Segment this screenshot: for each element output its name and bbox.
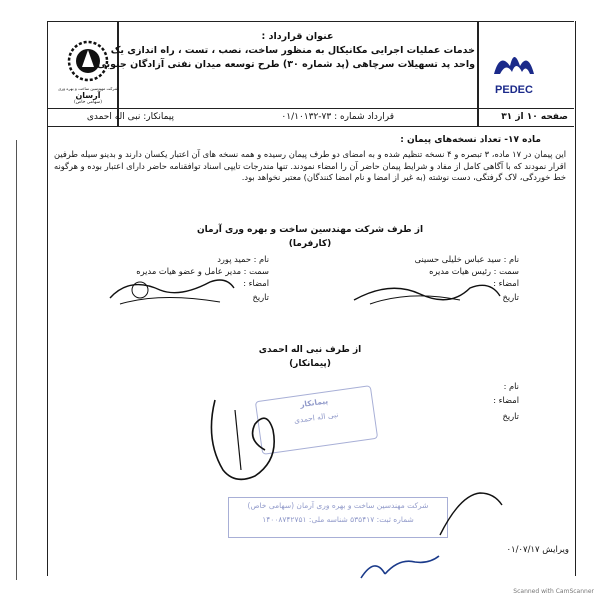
role-label: سمت : <box>491 266 519 276</box>
employer-title: از طرف شرکت مهندسین ساخت و بهره وری آرمان <box>196 225 424 235</box>
employer-sig1-date-label: تاریخ <box>502 292 519 302</box>
article-heading: ماده ۱۷- تعداد نسخه‌های پیمان : <box>400 135 541 145</box>
contractor-signature <box>195 380 315 500</box>
arsan-logo-name: آرسان <box>75 91 101 100</box>
contract-title-line2: واحد پد تسهیلات سرچاهی (پد شماره ۳۰) طرح توسعه میدان نفتی آزادگان جنوبی <box>96 59 475 70</box>
employer-sig1-sign-label: امضاء : <box>493 278 519 288</box>
contractor-date-label: تاریخ <box>502 411 519 421</box>
scan-edge-line <box>16 140 17 580</box>
revision-label: ویرایش ۰۱/۰۷/۱۷ <box>506 545 569 555</box>
role-value: رئیس هیات مدیره <box>429 266 492 276</box>
contract-title-line1: خدمات عملیات اجرایی مکانیکال به منظور ساخت، نصب ، تست ، راه اندازی یک <box>110 45 475 56</box>
contract-number: قرارداد شماره : ۷۳-۰۱/۱۰۱۳۲ <box>281 112 394 122</box>
stamp-company: شرکت مهندسین ساخت و بهره وری آرمان (سهامی خاص) <box>247 501 429 510</box>
pedec-logo-text: PEDEC <box>495 84 533 96</box>
stamp-registration: شماره ثبت: ۵۳۵۴۱۷ شناسه ملی: ۱۴۰۰۸۷۴۲۷۵۱ <box>262 515 414 524</box>
contract-info-row <box>47 108 574 126</box>
contractor-name: پیمانکار: نبی اله احمدی <box>86 112 174 122</box>
article-text: این پیمان در ۱۷ ماده، ۳ تبصره و ۴ نسخه تنظیم شده و به امضای دو طرف پیمان رسیده و همه نسخه های آن اعتبار یکسان دارند و بدینو سیله طرفین اقرار نمودند که با آگاهی کامل از مفاد و شرایط پیمان حاضر آن را امضاء نمودند. تنها مندرجات تایپی اسناد توافقنامه حاضر دارای اعتبار بوده و هرگونه خط خوردگی، لاک گرفتگی، دست نوشته (به غیر از امضا و نام امضا کنندگان) معتبر نخواهد بود. <box>54 149 567 182</box>
contractor-title: از طرف نبی اله احمدی <box>258 345 362 355</box>
pedec-logo <box>478 44 550 104</box>
contractor-mark <box>430 485 510 545</box>
arsan-logo-sub: شرکت مهندسین ساخت و بهره وری <box>58 86 118 91</box>
employer-signature-2 <box>100 268 240 310</box>
employer-sig2-date-label: تاریخ <box>252 292 269 302</box>
name-value: سید عباس خلیلی حسینی <box>414 254 501 264</box>
stamp-name: نبی اله احمدی <box>293 409 339 426</box>
scanner-watermark: Scanned with CamScanner <box>513 588 594 595</box>
role-label: سمت : <box>241 266 269 276</box>
contract-title-label: عنوان قرارداد : <box>261 31 334 42</box>
employer-sig2-sign-label: امضاء : <box>243 278 269 288</box>
name-value: حمید پورد <box>217 254 251 264</box>
pedec-flame-icon <box>486 44 542 84</box>
contractor-sign-label: امضاء : <box>493 395 519 405</box>
employer-signature-1 <box>350 270 510 310</box>
contractor-name-label: نام : <box>503 381 519 391</box>
contractor-role: (پیمانکار) <box>289 359 331 369</box>
stamp-title: پیمانکار <box>299 396 329 410</box>
page-number: صفحه ۱۰ از ۳۱ <box>501 112 568 122</box>
employer-role: (کارفرما) <box>288 239 332 249</box>
bottom-handwriting <box>355 548 445 588</box>
employer-sig2-name <box>217 254 269 264</box>
role-value: مدیر عامل و عضو هیات مدیره <box>136 266 242 276</box>
contract-title <box>96 24 475 90</box>
company-stamp <box>228 497 448 538</box>
arsan-logo-caption: (سهامی خاص) <box>74 100 102 105</box>
name-label: نام : <box>500 254 519 264</box>
employer-sig1-name <box>415 254 519 264</box>
name-label: نام : <box>250 254 269 264</box>
